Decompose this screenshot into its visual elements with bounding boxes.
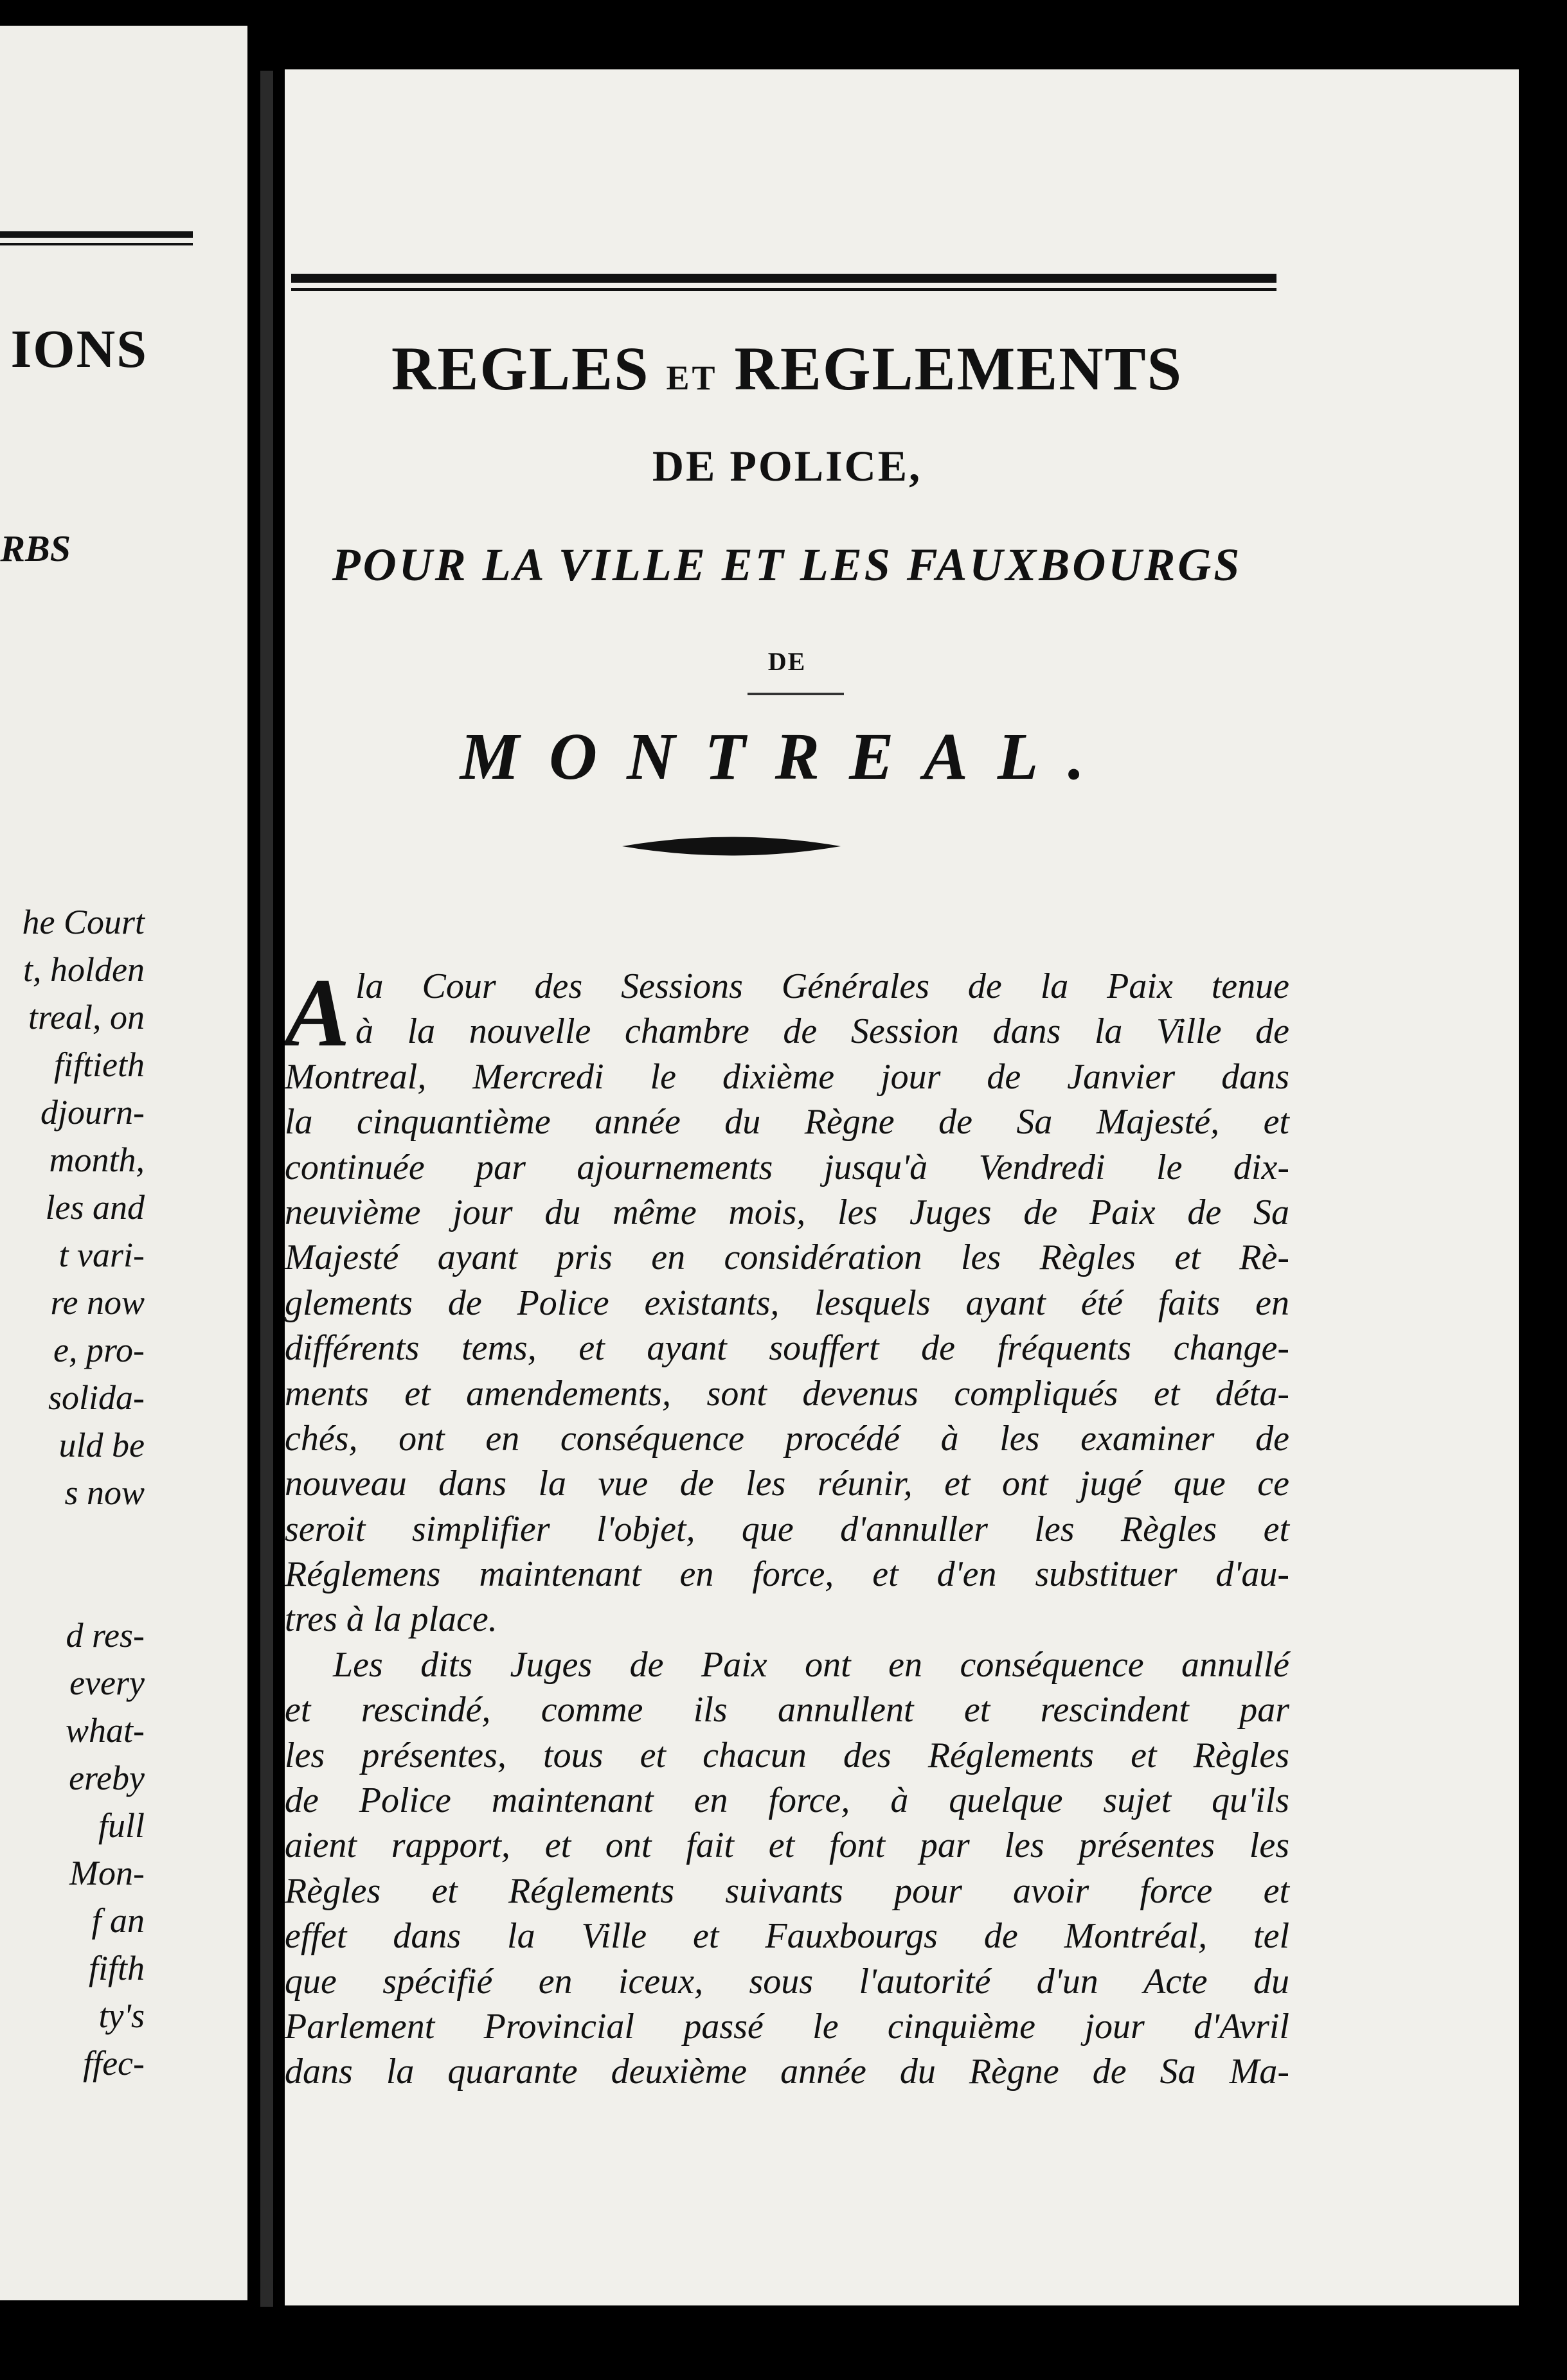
left-page-line: what- xyxy=(65,1711,145,1750)
drop-cap: A xyxy=(285,959,350,1067)
ornament-divider xyxy=(622,831,841,861)
body-line: dans la quarante deuxième année du Règne de Sa Ma- xyxy=(285,2052,1289,2092)
title-connector: ET xyxy=(666,359,718,397)
main-page xyxy=(285,69,1519,2305)
body-line: que spécifié en iceux, sous l'autorité d'un Acte du xyxy=(285,1961,1289,2002)
left-page-line: solida- xyxy=(48,1378,145,1417)
left-page-line: ereby xyxy=(69,1759,145,1797)
left-page-text xyxy=(0,898,145,2087)
body-line: continuée par ajournements jusqu'à Vendredi le dix- xyxy=(285,1147,1289,1187)
left-page-line: e, pro- xyxy=(53,1331,145,1369)
left-page-line: ffec- xyxy=(83,2044,145,2082)
body-line: la cinquantième année du Règne de Sa Majesté, et xyxy=(285,1102,1289,1142)
left-page-line xyxy=(0,1564,145,1612)
body-line: Parlement Provincial passé le cinquième jour d'Avril xyxy=(285,2006,1289,2047)
body-line: Montreal, Mercredi le dixième jour de Janvier dans xyxy=(285,1056,1289,1097)
title-line-2: DE POLICE, xyxy=(652,441,922,490)
left-page-line: every xyxy=(69,1664,145,1702)
gutter-edge xyxy=(260,71,273,2307)
body-text xyxy=(285,959,1289,2095)
left-page-line: treal, on xyxy=(28,998,145,1036)
title-regles: REGLES xyxy=(391,334,650,403)
body-line: ments et amendements, sont devenus compliqués et déta- xyxy=(285,1373,1289,1414)
title-line-3: POUR LA VILLE ET LES FAUXBOURGS xyxy=(332,539,1242,591)
left-page-heading: IONS xyxy=(10,319,148,379)
title-line-1 xyxy=(285,333,1289,404)
left-page-line: ty's xyxy=(98,1996,145,2035)
body-line: à la nouvelle chambre de Session dans la Ville de xyxy=(355,1011,1289,1052)
left-page-line: t vari- xyxy=(58,1236,145,1274)
left-page-line: uld be xyxy=(58,1426,145,1464)
body-line: Règles et Réglements suivants pour avoir force et xyxy=(285,1870,1289,1911)
left-page-line: t, holden xyxy=(23,950,145,989)
left-page-line: fiftieth xyxy=(54,1045,145,1084)
body-line: Majesté ayant pris en considération les Règles et Rè- xyxy=(285,1238,1289,1278)
body-line: les présentes, tous et chacun des Réglements et Règles xyxy=(285,1735,1289,1775)
body-line: aient rapport, et ont fait et font par les présentes les xyxy=(285,1825,1289,1866)
header-rule-thick xyxy=(291,274,1276,283)
left-page-top-rule-thin xyxy=(0,243,193,245)
left-page-line: s now xyxy=(64,1473,145,1512)
title-city: MONTREAL. xyxy=(460,720,1115,794)
left-page-line: re now xyxy=(50,1283,145,1322)
left-page-line: f an xyxy=(91,1901,145,1940)
header-rule-thin xyxy=(291,288,1276,291)
body-line: chés, ont en conséquence procédé à les examiner de xyxy=(285,1418,1289,1459)
body-line: et rescindé, comme ils annullent et rescindent par xyxy=(285,1690,1289,1730)
body-line: Réglemens maintenant en force, et d'en substituer d'au- xyxy=(285,1554,1289,1595)
body-line: effet dans la Ville et Fauxbourgs de Montréal, tel xyxy=(285,1916,1289,1957)
left-page-line xyxy=(0,1516,145,1564)
title-de-rule xyxy=(748,693,844,695)
body-line: la Cour des Sessions Générales de la Paix tenue xyxy=(355,966,1289,1006)
left-page-line: d res- xyxy=(66,1616,145,1655)
left-page-line: month, xyxy=(49,1141,145,1179)
left-page-line: he Court xyxy=(22,903,145,941)
body-line: Les dits Juges de Paix ont en conséquence annullé xyxy=(333,1644,1289,1685)
body-line: tres à la place. xyxy=(285,1599,497,1640)
body-line: seroit simplifier l'objet, que d'annuller les Règles et xyxy=(285,1509,1289,1549)
left-facing-page xyxy=(0,26,247,2300)
body-line: de Police maintenant en force, à quelque sujet qu'ils xyxy=(285,1781,1289,1821)
left-page-top-rule-thick xyxy=(0,231,193,238)
body-line: glements de Police existants, lesquels ayant été faits en xyxy=(285,1283,1289,1323)
left-page-subheading: RBS xyxy=(0,528,71,569)
body-line: neuvième jour du même mois, les Juges de Paix de Sa xyxy=(285,1192,1289,1232)
left-page-line: djourn- xyxy=(40,1093,145,1132)
left-page-line: les and xyxy=(45,1188,145,1227)
left-page-line: Mon- xyxy=(69,1854,145,1892)
title-de: DE xyxy=(767,647,807,676)
body-line: différents tems, et ayant souffert de fréquents change- xyxy=(285,1328,1289,1369)
left-page-line: fifth xyxy=(88,1949,145,1987)
body-line: nouveau dans la vue de les réunir, et ont jugé que ce xyxy=(285,1464,1289,1504)
title-reglements: REGLEMENTS xyxy=(734,334,1183,403)
left-page-line: full xyxy=(98,1806,145,1845)
